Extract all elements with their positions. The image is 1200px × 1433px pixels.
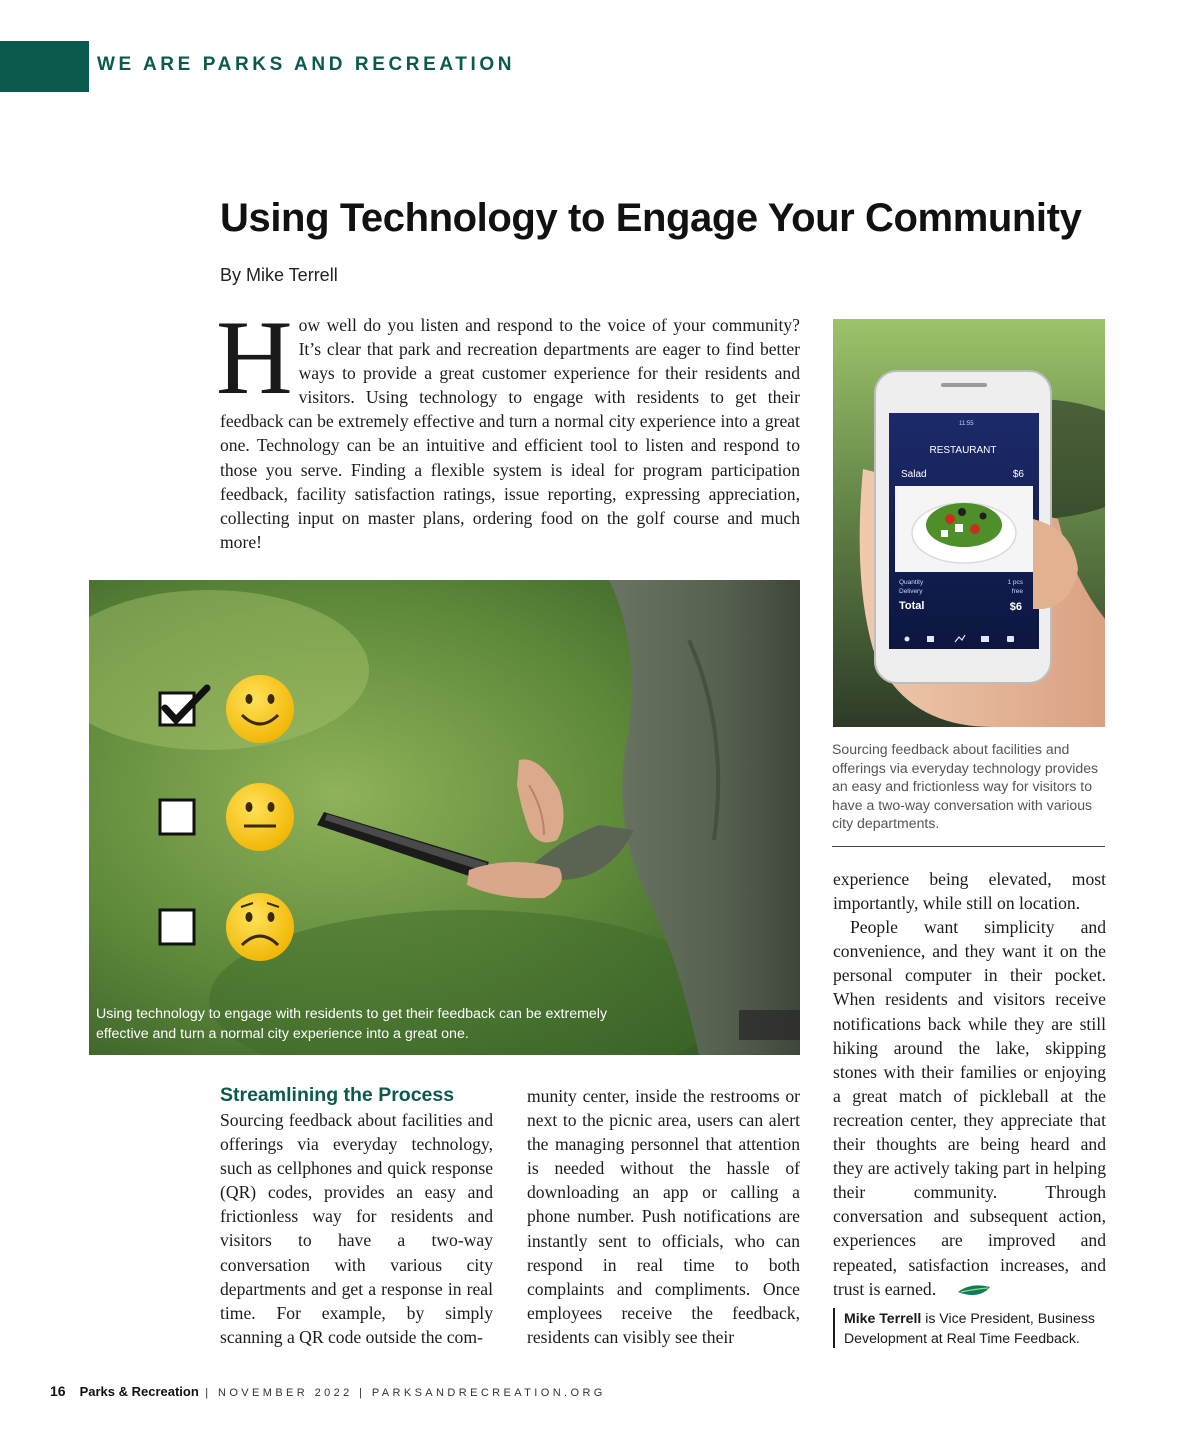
phone-quantity-value: 1 pcs [1007, 579, 1023, 586]
intro-text: ow well do you listen and respond to the voice of your community? It’s clear that park and recreation departments are eager to find better ways to provide a great customer experience for their residents and visitors. Using technology to engage with residents to get their feedback can be extremely effective and turn a normal city experience into a great one. Technology can be an intuitive and efficient tool to listen and respond to those you serve. Finding a flexible system is ideal for program participation feedback, facility satisfaction ratings, issue reporting, expressing appreciation, collecting input on master plans, ordering food on the golf course and much more! [220, 315, 800, 552]
column-2-text: munity center, inside the restrooms or next to the picnic area, users can alert the managing personnel that attention is needed without the hassle of downloading an app or calling a phone number. Push notifications are instantly sent to officials, who can respond in real time to both complaints and compliments. Once employees receive the feedback, residents can visibly see their [527, 1086, 800, 1347]
phone-item: Salad [901, 469, 927, 480]
mail-icon [981, 636, 989, 642]
leaf-end-mark-icon [940, 1280, 991, 1304]
chat-icon [1007, 636, 1014, 642]
phone-delivery-label: Delivery [899, 588, 923, 595]
column-3-paragraph-1: experience being elevated, most importantly, while still on location. [833, 869, 1106, 914]
article-byline: By Mike Terrell [220, 265, 338, 285]
phone-total-value: $6 [1009, 601, 1022, 613]
section-subhead: Streamlining the Process [220, 1084, 455, 1106]
main-photo-caption: Using technology to engage with residents to get their feedback can be extremely effective and turn a normal city experience into a great one. [96, 1006, 608, 1042]
column-2 [527, 1084, 800, 1349]
search-icon [905, 637, 910, 642]
section-color-bar [0, 41, 89, 92]
column-1-text: Sourcing feedback about facilities and offerings via everyday technology, such as cellphones and quick response (QR) codes, provides an easy and frictionless way for residents and visitors to have a two-way conversation with various city departments and get a response in real time. For example, by simply scanning a QR code outside the com- [220, 1110, 493, 1347]
author-description: is Vice President, Business Development at Real Time Feedback. [844, 1310, 1095, 1346]
publication-name: Parks & Recreation [79, 1384, 199, 1399]
happy-emoji-icon [226, 675, 294, 743]
phone-quantity-label: Quantity [899, 579, 924, 586]
column-3-paragraph-2-text: People want simplicity and convenience, and they want it on the personal computer in their pocket. When residents and visitors receive notifications back while they are still hiking around the lake, skipping stones with their families or enjoying a great match of pickleball at the recreation center, they appreciate that their thoughts are being heard and they are actively taking part in helping their community. Through conversation and subsequent action, experiences are improved and repeated, satisfaction increases, and trust is earned. [833, 917, 1106, 1299]
author-name: Mike Terrell [844, 1310, 922, 1326]
caption-divider [832, 846, 1105, 847]
article-title: Using Technology to Engage Your Community [220, 196, 1082, 240]
neutral-emoji-icon [226, 783, 294, 851]
phone-item-price: $6 [1012, 469, 1024, 480]
author-bio [833, 1308, 1114, 1348]
drop-cap: H [216, 299, 293, 416]
phone-total-label: Total [899, 600, 925, 612]
column-3-paragraph-2 [833, 915, 1106, 1304]
phone-screen-header: RESTAURANT [929, 445, 997, 456]
page-number: 16 [50, 1383, 66, 1399]
publication-issue: | NOVEMBER 2022 | PARKSANDRECREATION.ORG [198, 1387, 606, 1399]
intro-paragraph [216, 299, 800, 554]
sad-emoji-icon [226, 893, 294, 961]
column-1 [220, 1082, 493, 1349]
main-photo [89, 580, 800, 1055]
card-icon [927, 636, 934, 642]
column-3 [833, 867, 1106, 1304]
section-label: WE ARE PARKS AND RECREATION [97, 54, 516, 75]
phone-delivery-value: free [1011, 588, 1023, 595]
phone-photo [833, 319, 1105, 727]
page-footer [50, 1383, 606, 1399]
phone-photo-caption: Sourcing feedback about facilities and offerings via everyday technology provides an easy and frictionless way for visitors to have a two-way conversation with various city departments. [832, 741, 1099, 832]
phone-time: 11:55 [959, 421, 974, 427]
